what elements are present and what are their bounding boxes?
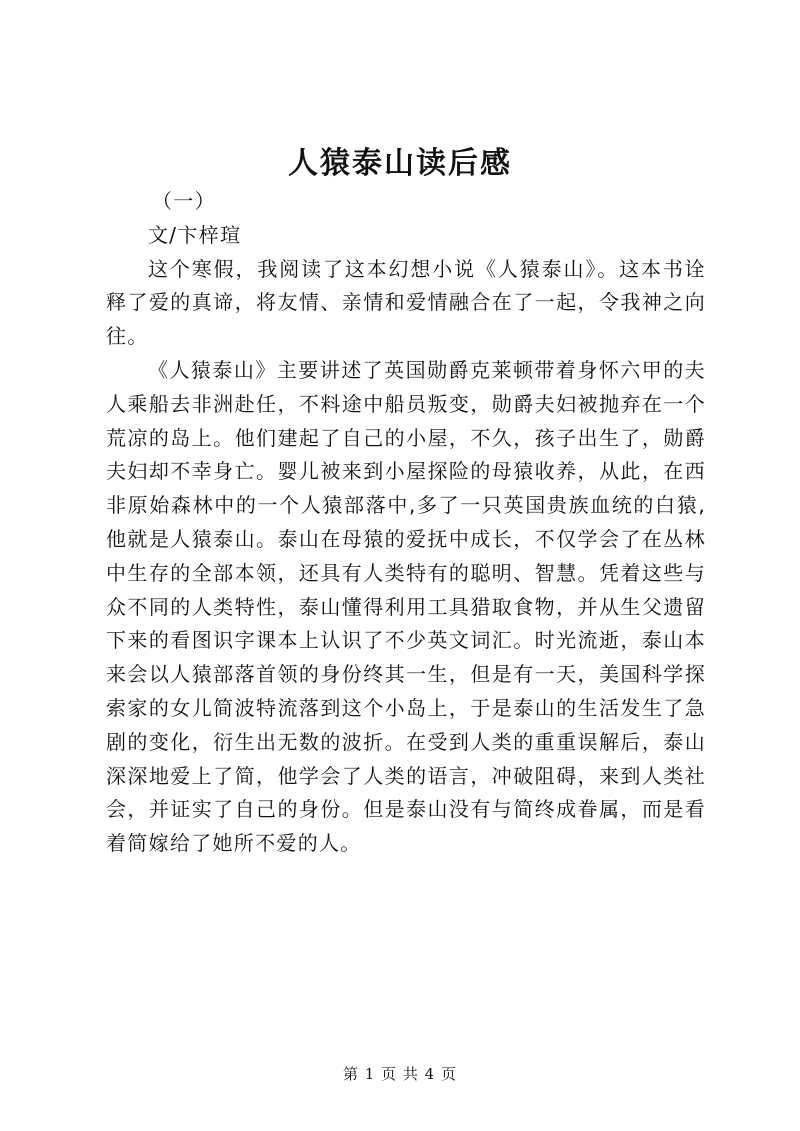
author-line: 文/卞梓瑄 [148, 222, 242, 247]
paragraph-line: 往。 [106, 324, 149, 349]
section-heading: （一） [152, 189, 216, 213]
paragraph-line: 非原始森林中的一个人猿部落中,多了一只英国贵族血统的白猿, [106, 493, 706, 518]
document-title: 人猿泰山读后感 [288, 146, 512, 181]
paragraph-line: 深深地爱上了简，他学会了人类的语言，冲破阻碍，来到人类社 [106, 763, 706, 788]
paragraph-line: 《人猿泰山》主要讲述了英国勋爵克莱顿带着身怀六甲的夫 [148, 357, 706, 382]
paragraph-line: 着简嫁给了她所不爱的人。 [106, 831, 362, 856]
document-body [106, 185, 706, 861]
paragraph-line: 众不同的人类特性，泰山懂得利用工具猎取食物，并从生父遗留 [106, 594, 706, 619]
paragraph-2 [106, 354, 706, 861]
paragraph-line: 中生存的全部本领，还具有人类特有的聪明、智慧。凭着这些与 [106, 560, 706, 585]
page-number-footer: 第 1 页 共 4 页 [343, 1065, 457, 1083]
paragraph-line: 夫妇却不幸身亡。婴儿被来到小屋探险的母猿收养，从此，在西 [106, 459, 706, 484]
paragraph-line: 来会以人猿部落首领的身份终其一生，但是有一天，美国科学探 [106, 662, 706, 687]
paragraph-line: 下来的看图识字课本上认识了不少英文词汇。时光流逝，泰山本 [106, 628, 706, 653]
paragraph-line: 他就是人猿泰山。泰山在母猿的爱抚中成长，不仅学会了在丛林 [106, 526, 706, 551]
paragraph-line: 剧的变化，衍生出无数的波折。在受到人类的重重误解后，泰山 [106, 729, 706, 754]
paragraph-line: 这个寒假，我阅读了这本幻想小说《人猿泰山》。这本书诠 [148, 256, 706, 281]
paragraph-line: 荒凉的岛上。他们建起了自己的小屋，不久，孩子出生了，勋爵 [106, 425, 706, 450]
paragraph-1 [106, 253, 706, 354]
paragraph-line: 索家的女儿简波特流落到这个小岛上，于是泰山的生活发生了急 [106, 695, 706, 720]
paragraph-line: 会，并证实了自己的身份。但是泰山没有与简终成眷属，而是看 [106, 797, 706, 822]
paragraph-line: 释了爱的真谛，将友情、亲情和爱情融合在了一起，令我神之向 [106, 290, 706, 315]
paragraph-line: 人乘船去非洲赴任，不料途中船员叛变，勋爵夫妇被抛弃在一个 [106, 391, 706, 416]
